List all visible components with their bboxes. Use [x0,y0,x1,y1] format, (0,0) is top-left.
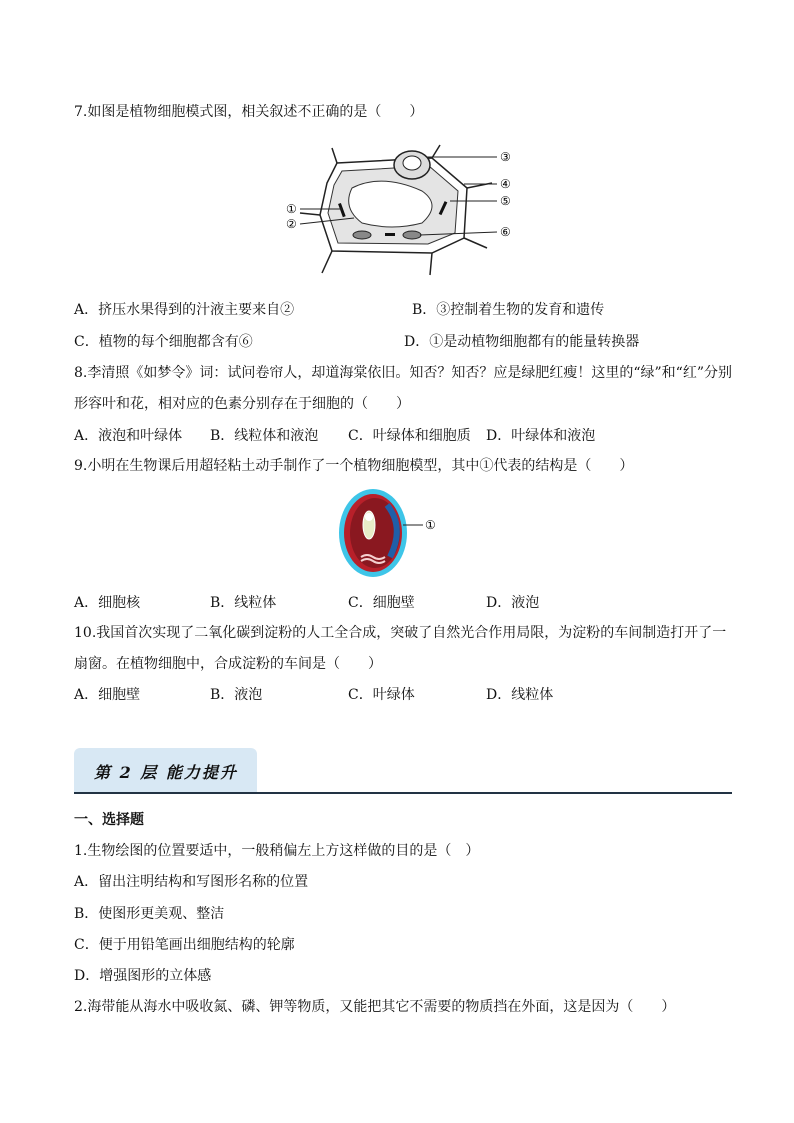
q10-option-a: A．细胞壁 [74,687,141,703]
label-1: ① [286,202,297,216]
model-label-1: ① [425,518,436,532]
label-4: ④ [500,177,511,191]
label-2: ② [286,217,297,231]
label-3: ③ [500,150,511,164]
mitochondrion-shape [385,233,395,236]
chloroplast-shape [353,231,371,239]
section-banner-title: 第 2 层 能力提升 [94,763,238,782]
chloroplast-shape [403,231,421,239]
section-heading: 一、选择题 [74,812,144,828]
q7-option-d: D．①是动植物细胞都有的能量转换器 [404,334,640,350]
q10-option-d: D．线粒体 [486,687,554,703]
q10-stem-line2: 扇窗。在植物细胞中，合成淀粉的车间是（ ） [74,656,382,672]
clay-cell-model [335,487,445,579]
model-highlight [365,513,373,521]
q9-stem: 9.小明在生物课后用超轻粘土动手制作了一个植物细胞模型，其中①代表的结构是（ ） [74,458,634,474]
q8-option-d: D．叶绿体和液泡 [486,428,596,444]
q7-option-c: C．植物的每个细胞都含有⑥ [74,334,253,350]
q9-option-a: A．细胞核 [74,595,141,611]
label-5: ⑤ [500,194,511,208]
p1-option-a: A．留出注明结构和写图形名称的位置 [74,874,309,890]
q10-option-b: B．液泡 [210,687,263,703]
section-divider [74,792,732,794]
plant-cell-diagram [282,143,522,278]
p1-option-d: D．增强图形的立体感 [74,968,212,984]
q8-stem-line2: 形容叶和花，相对应的色素分别存在于细胞的（ ） [74,396,410,412]
p1-stem: 1.生物绘图的位置要适中，一般稍偏左上方这样做的目的是（ ） [74,843,480,859]
q10-stem-line1: 10.我国首次实现了二氧化碳到淀粉的人工全合成，突破了自然光合作用局限，为淀粉的车间制造打开了一 [74,625,727,641]
p2-stem: 2.海带能从海水中吸收氮、磷、钾等物质，又能把其它不需要的物质挡在外面，这是因为（ ） [74,999,676,1015]
q8-stem-line1: 8.李清照《如梦令》词：试问卷帘人，却道海棠依旧。知否？知否？应是绿肥红瘦！这里的“绿”和“红”分别 [74,365,732,381]
label-6: ⑥ [500,225,511,239]
q8-option-a: A．液泡和叶绿体 [74,428,183,444]
nucleolus-shape [403,156,421,170]
p1-option-c: C．便于用铅笔画出细胞结构的轮廓 [74,937,295,953]
q10-option-c: C．叶绿体 [348,687,415,703]
q7-option-b: B．③控制着生物的发育和遗传 [412,302,605,318]
q8-option-b: B．线粒体和液泡 [210,428,319,444]
q7-stem: 7.如图是植物细胞模式图，相关叙述不正确的是（ ） [74,104,424,120]
section-banner [74,748,257,792]
p1-option-b: B．使图形更美观、整洁 [74,906,225,922]
q8-option-c: C．叶绿体和细胞质 [348,428,471,444]
q7-option-a: A．挤压水果得到的汁液主要来自② [74,302,295,318]
q9-option-b: B．线粒体 [210,595,277,611]
q9-option-c: C．细胞壁 [348,595,415,611]
q9-option-d: D．液泡 [486,595,540,611]
